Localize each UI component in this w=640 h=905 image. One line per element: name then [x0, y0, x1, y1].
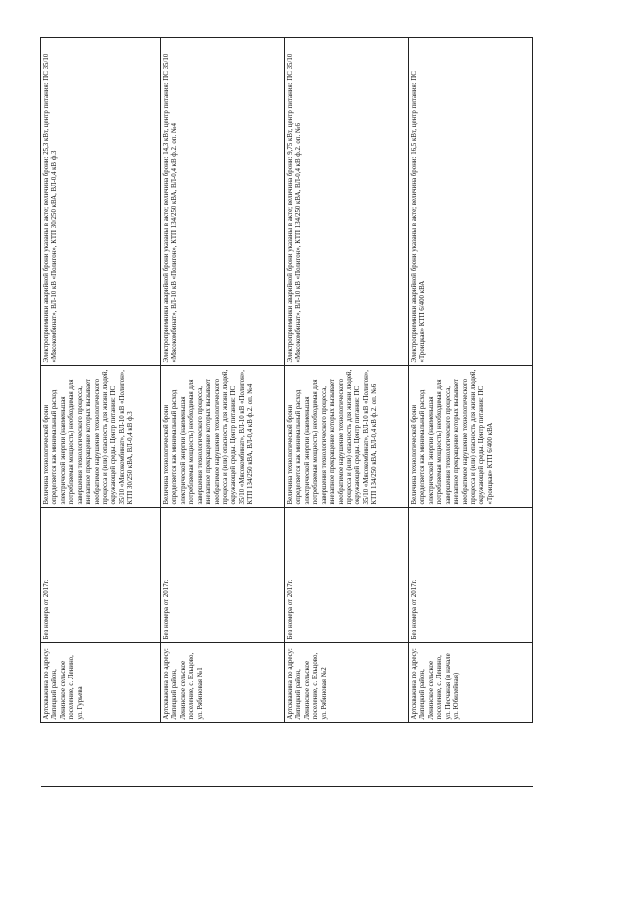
- blank-cell: [161, 723, 285, 787]
- act-number-cell: Без номера от 2017г.: [161, 508, 285, 643]
- act-number-cell: Без номера от 2017г.: [409, 508, 533, 643]
- tech-reserve-cell: Величина технологической брони определяется как минимальный расход электрической энергии (наименьшая потребляемая мощность) необходимая для завершения технологического процесса, внезапное прекращение которых вызывает необратимое нарушение технологического процесса и (или) опасность для жизни людей, окружающей среды. Центр питания: ПС 35/10 «Мясокомбинат», ВЛ-10 кВ «Полигон», КТП 134/250 кВА, ВЛ-0,4 кВ ф.2. оп. №6: [285, 366, 409, 508]
- table-row: [161, 38, 285, 860]
- power-reserve-table: [40, 38, 533, 861]
- blank-cell: [285, 723, 409, 787]
- act-number-cell: Без номера от 2017г.: [285, 508, 409, 643]
- blank-cell: [285, 787, 409, 860]
- act-number-cell: Без номера от 2017г.: [41, 508, 161, 643]
- blank-cell: [409, 723, 533, 787]
- blank-cell: [41, 787, 161, 860]
- tech-reserve-cell: Величина технологической брони определяется как минимальный расход электрической энергии (наименьшая потребляемая мощность) необходимая для завершения технологического процесса, внезапное прекращение которых вызывает необратимое нарушение технологического процесса и (или) опасность для жизни людей, окружающей среды. Центр питания: ПС 35/10 «Мясокомбинат», ВЛ-10 кВ «Полигон», КТП 134/250 кВА, ВЛ-0,4 кВ ф.2. оп. №4: [161, 366, 285, 508]
- table-row: [41, 38, 161, 860]
- emergency-reserve-cell: Электроприемники аварийной брони указаны в акте; величина брони: 9,75 кВт, центр питания: ПС 35/10 «Мясокомбинат», ВЛ-10 кВ «Полигон», КТП 134/250 кВА, ВЛ-0,4 кВ ф.2. оп. №6: [285, 38, 409, 366]
- blank-cell: [41, 723, 161, 787]
- tech-reserve-cell: Величина технологической брони определяется как минимальный расход электрической энергии (наименьшая потребляемая мощность) необходимая для завершения технологического процесса, внезапное прекращение которых вызывает необратимое нарушение технологического процесса и (или) опасность для жизни людей, окружающей среды. Центр питания: ПС «Троицкая» КТП 6/400 кВА: [409, 366, 533, 508]
- blank-cell: [409, 787, 533, 860]
- emergency-reserve-cell: Электроприемники аварийной брони указаны в акте; величина брони: 16,5 кВт, центр питания: ПС «Троицкая» КТП 6/400 кВА: [409, 38, 533, 366]
- object-name-cell: Артскважина по адресу: Липецкий район, Ленинское сельское поселение, с. Ельцово, ул. Рябиновая №1: [161, 643, 285, 723]
- object-name-cell: Артскважина по адресу: Липецкий район, Ленинское сельское поселение, с. Ельцово, ул. Рябиновая №2: [285, 643, 409, 723]
- tech-reserve-cell: Величина технологической брони определяется как минимальный расход электрической энергии (наименьшая потребляемая мощность) необходимая для завершения технологического процесса, внезапное прекращение которых вызывает необратимое нарушение технологического процесса и (или) опасность для жизни людей, окружающей среды. Центр питания: ПС 35/10 «Мясокомбинат», ВЛ-10 кВ «Полигон», КТП 30/250 кВА, ВЛ-0,4 кВ ф.3: [41, 366, 161, 508]
- blank-cell: [161, 787, 285, 860]
- table-row: [409, 38, 533, 860]
- object-name-cell: Артскважина по адресу: Липецкий район, Ленинское сельское поселение, с. Ленино, ул. Гурьева: [41, 643, 161, 723]
- emergency-reserve-cell: Электроприемники аварийной брони указаны в акте; величина брони: 25,3 кВт, центр питания: ПС 35/10 «Мясокомбинат», ВЛ-10 кВ «Полигон», КТП 30/250 кВА, ВЛ-0,4 кВ ф.3: [41, 38, 161, 366]
- object-name-cell: Артскважина по адресу: Липецкий район, Ленинское сельское поселение, с. Ленино, ул. Песчаная (в начале ул. Юбилейная): [409, 643, 533, 723]
- table-row: [285, 38, 409, 860]
- rotated-table-container: [40, 38, 532, 860]
- emergency-reserve-cell: Электроприемники аварийной брони указаны в акте; величина брони: 14,3 кВт, центр питания: ПС 35/10 «Мясокомбинат», ВЛ-10 кВ «Полигон», КТП 134/250 кВА, ВЛ-0,4 кВ ф.2. оп. №4: [161, 38, 285, 366]
